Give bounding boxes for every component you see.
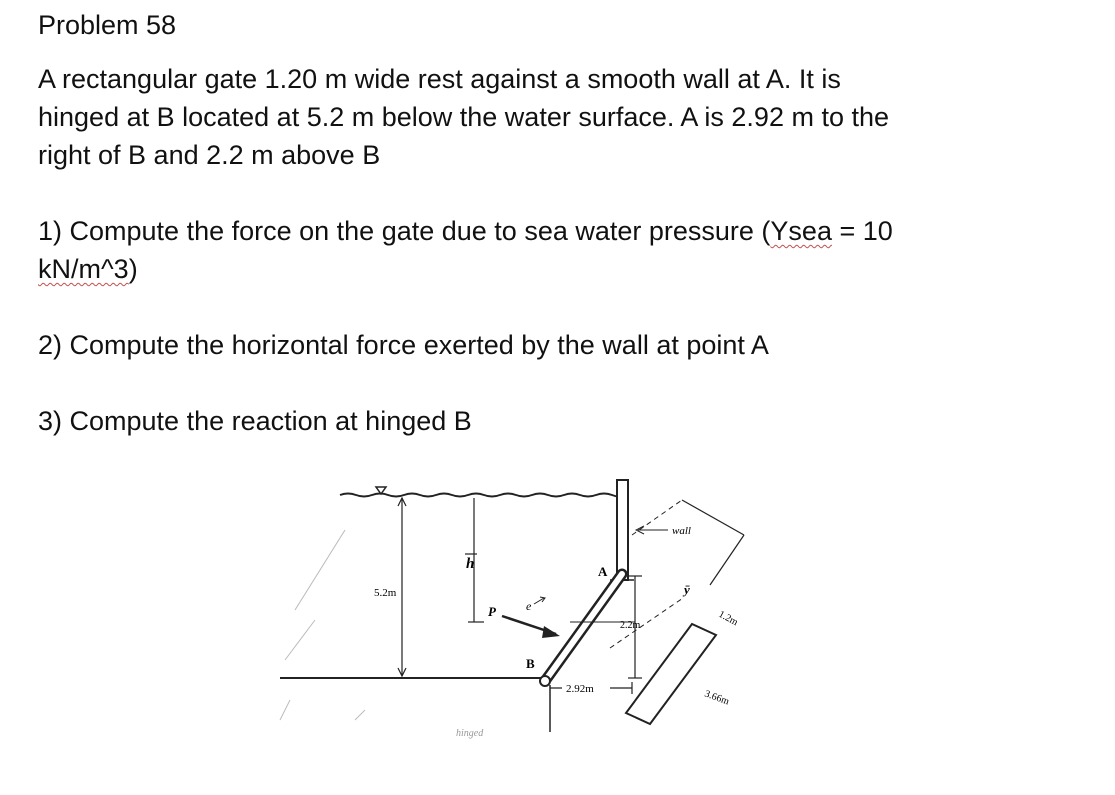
question-1-unit: kN/m^3: [38, 254, 129, 284]
question-3: 3) Compute the reaction at hinged B: [38, 406, 472, 436]
label-depth: 5.2m: [374, 587, 397, 599]
gate-diagram: [270, 470, 770, 750]
question-1: [38, 212, 1088, 288]
question-2: 2) Compute the horizontal force exerted by the wall at point A: [38, 330, 769, 360]
water-surface: [340, 494, 620, 497]
water-hatch: [280, 530, 365, 720]
label-length: 3.66m: [702, 688, 731, 708]
question-1-symbol: Ysea: [770, 216, 832, 246]
problem-title: Problem 58: [38, 10, 177, 40]
problem-statement: [38, 60, 1088, 174]
label-e: e: [526, 599, 532, 613]
label-horiz: 2.92m: [566, 683, 594, 695]
label-hinged: hinged: [456, 728, 484, 739]
statement-line-1: A rectangular gate 1.20 m wide rest against a smooth wall at A. It is: [38, 64, 841, 94]
label-vert: 2.2m: [620, 620, 641, 631]
projection-line-3: [682, 500, 744, 535]
force-P-arrowhead-icon: [542, 626, 560, 638]
e-arrow-icon: [534, 597, 545, 604]
statement-line-3: right of B and 2.2 m above B: [38, 140, 381, 170]
label-B: B: [526, 656, 535, 671]
gate-outline-inner: [545, 574, 622, 681]
statement-line-2: hinged at B located at 5.2 m below the water surface. A is 2.92 m to the: [38, 102, 890, 132]
question-1-value: = 10: [831, 216, 893, 246]
label-ybar: ȳ: [684, 582, 690, 597]
projection-line-4: [710, 535, 744, 585]
hinge-B-icon: [540, 676, 550, 686]
smooth-wall: [617, 480, 628, 580]
label-P: P: [488, 604, 496, 619]
label-h: h: [466, 556, 475, 572]
label-A: A: [598, 564, 608, 579]
question-1-prefix: 1) Compute the force on the gate due to sea water pressure (: [38, 216, 771, 246]
gate-detail-rectangle: [626, 624, 716, 724]
label-wall: wall: [672, 525, 691, 537]
question-1-suffix: ): [128, 254, 138, 284]
label-width: 1.2m: [716, 608, 740, 629]
